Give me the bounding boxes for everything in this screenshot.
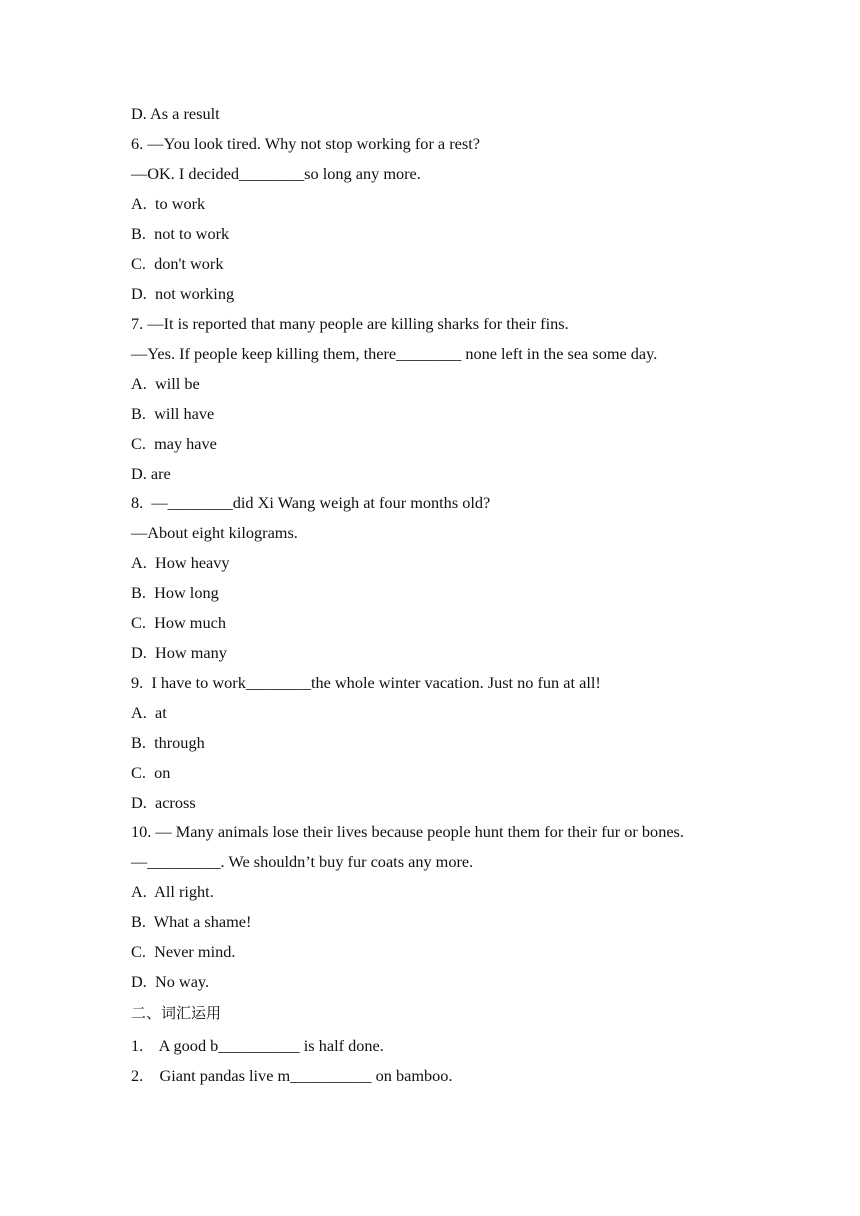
q6-option-d: D. not working (131, 284, 235, 303)
q10-option-c: C. Never mind. (131, 942, 236, 961)
q8-option-b: B. How long (131, 583, 219, 602)
q10-response: —_________. We shouldn’t buy fur coats any more. (131, 852, 474, 871)
q8-option-a: A. How heavy (131, 553, 230, 572)
q8-response: —About eight kilograms. (131, 523, 298, 542)
q6-option-b: B. not to work (131, 224, 230, 243)
q8-question: 8. —________did Xi Wang weigh at four months old? (131, 493, 491, 512)
q8-option-c: C. How much (131, 613, 226, 632)
q10-question: 10. — Many animals lose their lives because people hunt them for their fur or bones. (131, 822, 684, 841)
q6-option-a: A. to work (131, 194, 206, 213)
q7-question: 7. —It is reported that many people are killing sharks for their fins. (131, 314, 569, 333)
q10-option-a: A. All right. (131, 882, 214, 901)
q6-option-c: C. don't work (131, 254, 224, 273)
q7-option-a: A. will be (131, 374, 200, 393)
section-heading: 二、词汇运用 (131, 1004, 222, 1022)
q7-option-d: D. are (131, 464, 171, 483)
q9-option-d: D. across (131, 793, 196, 812)
vocab-item-1: 1. A good b__________ is half done. (131, 1036, 384, 1055)
q9-option-c: C. on (131, 763, 171, 782)
q9-question: 9. I have to work________the whole winter vacation. Just no fun at all! (131, 673, 601, 692)
q5-option-d: D. As a result (131, 104, 220, 123)
q10-option-b: B. What a shame! (131, 912, 252, 931)
q9-option-a: A. at (131, 703, 167, 722)
q8-option-d: D. How many (131, 643, 227, 662)
q6-question: 6. —You look tired. Why not stop working for a rest? (131, 134, 480, 153)
q7-option-c: C. may have (131, 434, 217, 453)
q10-option-d: D. No way. (131, 972, 210, 991)
q6-response: —OK. I decided________so long any more. (131, 164, 421, 183)
vocab-item-2: 2. Giant pandas live m__________ on bamboo. (131, 1066, 453, 1085)
q9-option-b: B. through (131, 733, 205, 752)
q7-option-b: B. will have (131, 404, 215, 423)
q7-response: —Yes. If people keep killing them, there________ none left in the sea some day. (131, 344, 658, 363)
